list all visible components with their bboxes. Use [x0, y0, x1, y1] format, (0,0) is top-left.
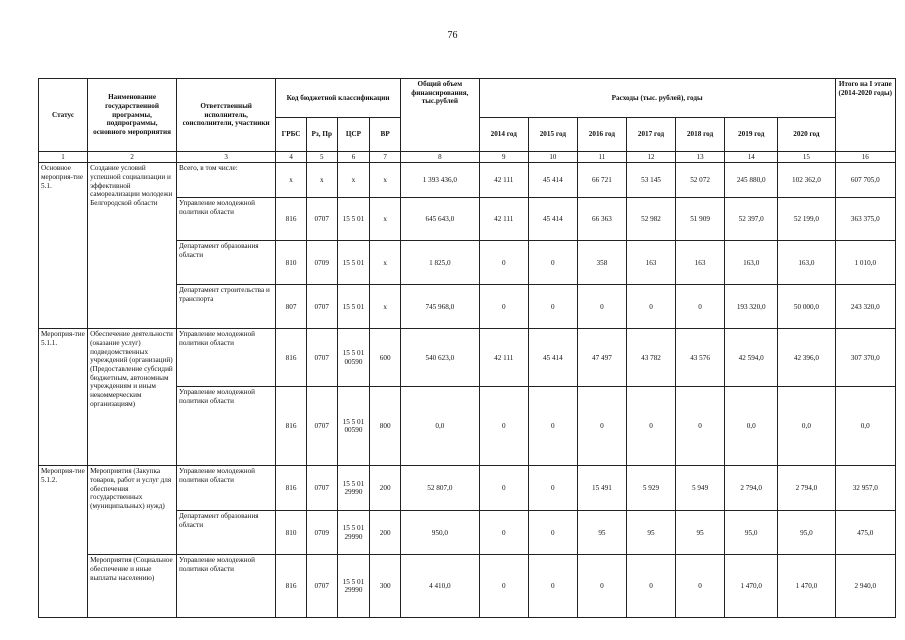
- year-cell: 0: [676, 555, 725, 618]
- stage-total-cell: 475,0: [835, 511, 895, 555]
- year-cell: 43 576: [676, 329, 725, 387]
- column-number: 7: [370, 152, 401, 163]
- year-cell: 42 111: [479, 198, 528, 241]
- year-cell: 193 320,0: [725, 285, 778, 329]
- header-vr: ВР: [370, 118, 401, 152]
- year-cell: 0: [528, 555, 577, 618]
- year-cell: 42 111: [479, 163, 528, 198]
- csr-cell: 15 5 01 29990: [337, 466, 370, 511]
- rzpr-cell: 0707: [306, 466, 337, 511]
- vr-cell: x: [370, 198, 401, 241]
- header-expenses: Расходы (тыс. рублей), годы: [479, 79, 835, 118]
- grbs-cell: 816: [276, 387, 307, 466]
- rzpr-cell: 0707: [306, 285, 337, 329]
- year-cell: 42 111: [479, 329, 528, 387]
- stage-total-cell: 243 320,0: [835, 285, 895, 329]
- header-year: 2015 год: [528, 118, 577, 152]
- year-cell: 50 000,0: [778, 285, 835, 329]
- grbs-cell: 810: [276, 241, 307, 285]
- year-cell: 0,0: [778, 387, 835, 466]
- program-name-cell: Мероприятия (Социальное обеспечение и иные выплаты населению): [88, 555, 177, 618]
- year-cell: 0: [676, 387, 725, 466]
- header-total-financing: Общий объем финансирования, тыс.рублей: [400, 79, 479, 152]
- year-cell: 52 982: [626, 198, 675, 241]
- header-year: 2020 год: [778, 118, 835, 152]
- year-cell: 0: [479, 555, 528, 618]
- vr-cell: 300: [370, 555, 401, 618]
- year-cell: 95,0: [778, 511, 835, 555]
- vr-cell: x: [370, 163, 401, 198]
- executor-cell: Управление молодежной политики области: [177, 329, 276, 387]
- vr-cell: 200: [370, 511, 401, 555]
- csr-cell: 15 5 01: [337, 198, 370, 241]
- year-cell: 95: [676, 511, 725, 555]
- year-cell: 42 594,0: [725, 329, 778, 387]
- executor-cell: Управление молодежной политики области: [177, 466, 276, 511]
- grbs-cell: 816: [276, 555, 307, 618]
- status-cell: Основное мероприя-тие 5.1.: [39, 163, 88, 329]
- header-rzpr: Рз, Пр: [306, 118, 337, 152]
- header-csr: ЦСР: [337, 118, 370, 152]
- year-cell: 102 362,0: [778, 163, 835, 198]
- year-cell: 0: [676, 285, 725, 329]
- executor-cell: Департамент строительства и транспорта: [177, 285, 276, 329]
- column-number: 5: [306, 152, 337, 163]
- year-cell: 95: [577, 511, 626, 555]
- table-row: [39, 163, 896, 198]
- year-cell: 0: [479, 466, 528, 511]
- table-row: [39, 329, 896, 387]
- year-cell: 95: [626, 511, 675, 555]
- year-cell: 45 414: [528, 163, 577, 198]
- header-budget-code: Код бюджетной классификации: [276, 79, 401, 118]
- column-number: 14: [725, 152, 778, 163]
- year-cell: 358: [577, 241, 626, 285]
- total-cell: 0,0: [400, 387, 479, 466]
- rzpr-cell: x: [306, 163, 337, 198]
- rzpr-cell: 0709: [306, 511, 337, 555]
- program-name-cell: Обеспечение деятельности (оказание услуг) подведомственных учреждений (организаций) (Предоставление субсидий бюджетным, автономным учреждениям и иным некоммерческим организациям): [88, 329, 177, 466]
- year-cell: 52 072: [676, 163, 725, 198]
- year-cell: 15 491: [577, 466, 626, 511]
- year-cell: 95,0: [725, 511, 778, 555]
- grbs-cell: 816: [276, 466, 307, 511]
- year-cell: 0: [528, 241, 577, 285]
- vr-cell: 800: [370, 387, 401, 466]
- year-cell: 245 880,0: [725, 163, 778, 198]
- page-number: 76: [447, 30, 458, 41]
- table-row: [39, 555, 896, 618]
- vr-cell: 200: [370, 466, 401, 511]
- status-cell: Мероприя-тие 5.1.1.: [39, 329, 88, 466]
- year-cell: 0: [577, 387, 626, 466]
- column-number: 16: [835, 152, 895, 163]
- header-program-name: Наименование государственной программы, подпрограммы, основного мероприятия: [88, 79, 177, 152]
- header-status: Статус: [39, 79, 88, 152]
- header-year: 2016 год: [577, 118, 626, 152]
- year-cell: 0: [479, 241, 528, 285]
- total-cell: 4 410,0: [400, 555, 479, 618]
- stage-total-cell: 32 957,0: [835, 466, 895, 511]
- year-cell: 163,0: [725, 241, 778, 285]
- year-cell: 5 929: [626, 466, 675, 511]
- year-cell: 0,0: [725, 387, 778, 466]
- year-cell: 1 470,0: [778, 555, 835, 618]
- year-cell: 53 145: [626, 163, 675, 198]
- year-cell: 0: [479, 285, 528, 329]
- executor-cell: Управление молодежной политики области: [177, 555, 276, 618]
- total-cell: 950,0: [400, 511, 479, 555]
- column-number: 2: [88, 152, 177, 163]
- year-cell: 5 949: [676, 466, 725, 511]
- grbs-cell: 816: [276, 198, 307, 241]
- column-number: 12: [626, 152, 675, 163]
- year-cell: 0: [577, 555, 626, 618]
- column-number: 8: [400, 152, 479, 163]
- header-stage-total: Итого на I этапе (2014-2020 годы): [835, 79, 895, 152]
- year-cell: 0: [626, 387, 675, 466]
- budget-table: [38, 78, 896, 618]
- year-cell: 42 396,0: [778, 329, 835, 387]
- header-year: 2018 год: [676, 118, 725, 152]
- csr-cell: 15 5 01 29990: [337, 555, 370, 618]
- total-cell: 1 825,0: [400, 241, 479, 285]
- total-cell: 1 393 436,0: [400, 163, 479, 198]
- grbs-cell: 807: [276, 285, 307, 329]
- vr-cell: x: [370, 285, 401, 329]
- stage-total-cell: 0,0: [835, 387, 895, 466]
- stage-total-cell: 607 705,0: [835, 163, 895, 198]
- column-number: 1: [39, 152, 88, 163]
- year-cell: 51 909: [676, 198, 725, 241]
- year-cell: 0: [479, 387, 528, 466]
- year-cell: 52 199,0: [778, 198, 835, 241]
- total-cell: 540 623,0: [400, 329, 479, 387]
- year-cell: 47 497: [577, 329, 626, 387]
- csr-cell: 15 5 01: [337, 285, 370, 329]
- status-cell: Мероприя-тие 5.1.2.: [39, 466, 88, 618]
- year-cell: 0: [626, 285, 675, 329]
- year-cell: 52 397,0: [725, 198, 778, 241]
- stage-total-cell: 2 940,0: [835, 555, 895, 618]
- year-cell: 163: [626, 241, 675, 285]
- header-grbs: ГРБС: [276, 118, 307, 152]
- executor-cell: Всего, в том числе:: [177, 163, 276, 198]
- executor-cell: Управление молодежной политики области: [177, 198, 276, 241]
- program-name-cell: Мероприятия (Закупка товаров, работ и услуг для обеспечения государственных (муниципальных) нужд): [88, 466, 177, 555]
- column-number: 13: [676, 152, 725, 163]
- grbs-cell: 810: [276, 511, 307, 555]
- rzpr-cell: 0707: [306, 387, 337, 466]
- header-year: 2019 год: [725, 118, 778, 152]
- year-cell: 0: [528, 285, 577, 329]
- csr-cell: 15 5 01 29990: [337, 511, 370, 555]
- year-cell: 43 782: [626, 329, 675, 387]
- total-cell: 52 807,0: [400, 466, 479, 511]
- column-number: 3: [177, 152, 276, 163]
- year-cell: 163,0: [778, 241, 835, 285]
- rzpr-cell: 0709: [306, 241, 337, 285]
- year-cell: 163: [676, 241, 725, 285]
- csr-cell: 15 5 01 00590: [337, 387, 370, 466]
- year-cell: 45 414: [528, 329, 577, 387]
- program-name-cell: Создание условий успешной социализации и эффективной самореализации молодежи Белгородской области: [88, 163, 177, 329]
- total-cell: 645 643,0: [400, 198, 479, 241]
- year-cell: 1 470,0: [725, 555, 778, 618]
- grbs-cell: x: [276, 163, 307, 198]
- rzpr-cell: 0707: [306, 198, 337, 241]
- year-cell: 0: [479, 511, 528, 555]
- executor-cell: Департамент образования области: [177, 241, 276, 285]
- year-cell: 0: [528, 511, 577, 555]
- column-number: 9: [479, 152, 528, 163]
- header-year: 2017 год: [626, 118, 675, 152]
- column-number: 10: [528, 152, 577, 163]
- year-cell: 0: [528, 387, 577, 466]
- column-number: 6: [337, 152, 370, 163]
- rzpr-cell: 0707: [306, 555, 337, 618]
- year-cell: 2 794,0: [778, 466, 835, 511]
- grbs-cell: 816: [276, 329, 307, 387]
- year-cell: 66 363: [577, 198, 626, 241]
- total-cell: 745 968,0: [400, 285, 479, 329]
- stage-total-cell: 363 375,0: [835, 198, 895, 241]
- column-number: 11: [577, 152, 626, 163]
- year-cell: 66 721: [577, 163, 626, 198]
- header-year: 2014 год: [479, 118, 528, 152]
- vr-cell: x: [370, 241, 401, 285]
- year-cell: 45 414: [528, 198, 577, 241]
- csr-cell: 15 5 01 00590: [337, 329, 370, 387]
- header-executor: Ответственный исполнитель, соисполнители, участники: [177, 79, 276, 152]
- rzpr-cell: 0707: [306, 329, 337, 387]
- vr-cell: 600: [370, 329, 401, 387]
- executor-cell: Управление молодежной политики области: [177, 387, 276, 466]
- year-cell: 2 794,0: [725, 466, 778, 511]
- year-cell: 0: [626, 555, 675, 618]
- executor-cell: Департамент образования области: [177, 511, 276, 555]
- stage-total-cell: 1 010,0: [835, 241, 895, 285]
- csr-cell: x: [337, 163, 370, 198]
- year-cell: 0: [577, 285, 626, 329]
- csr-cell: 15 5 01: [337, 241, 370, 285]
- table-row: [39, 466, 896, 511]
- year-cell: 0: [528, 466, 577, 511]
- column-number: 4: [276, 152, 307, 163]
- column-number: 15: [778, 152, 835, 163]
- stage-total-cell: 307 370,0: [835, 329, 895, 387]
